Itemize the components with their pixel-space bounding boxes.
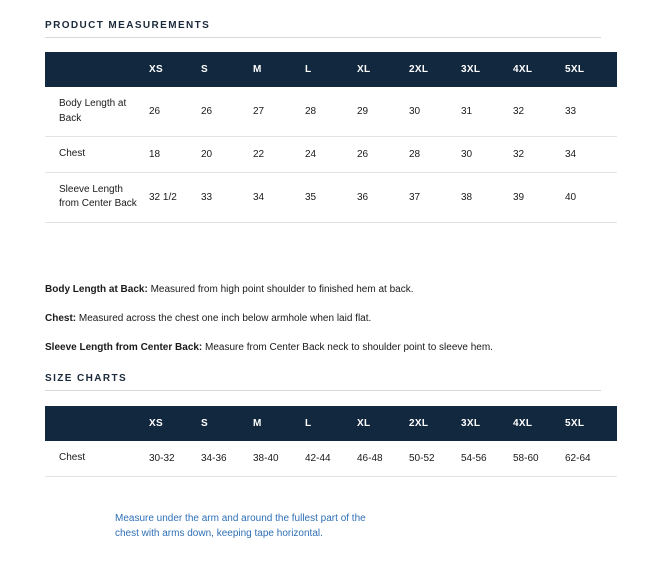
cell-sleeve-xs: 32 1/2 [149, 172, 201, 222]
cell-body-length-m: 27 [253, 87, 305, 137]
row-label-body-length: Body Length at Back [45, 87, 149, 137]
cell-sleeve-s: 33 [201, 172, 253, 222]
cell-sleeve-5xl: 40 [565, 172, 617, 222]
row-label-sleeve-length: Sleeve Length from Center Back [45, 172, 149, 222]
measuring-tip: Measure under the arm and around the fullest part of the chest with arms down, keeping tape horizontal. [115, 513, 366, 539]
sc-cell-chest-3xl: 54-56 [461, 441, 513, 476]
note-text-chest: Measured across the chest one inch below armhole when laid flat. [76, 313, 372, 324]
sc-column-header-4xl: 4XL [513, 406, 565, 441]
size-charts-table-body [45, 441, 617, 476]
table-row [45, 137, 617, 173]
product-measurements-title: PRODUCT MEASUREMENTS [45, 20, 601, 38]
cell-chest-l: 24 [305, 137, 357, 173]
sc-cell-chest-xl: 46-48 [357, 441, 409, 476]
column-header-rowlabel [45, 52, 149, 87]
size-charts-section [45, 373, 601, 391]
table-row [45, 441, 617, 476]
table-header-row [45, 52, 617, 87]
note-term-sleeve-length: Sleeve Length from Center Back: [45, 342, 203, 353]
table-body [45, 87, 617, 222]
column-header-5xl: 5XL [565, 52, 617, 87]
column-header-xl: XL [357, 52, 409, 87]
sc-cell-chest-l: 42-44 [305, 441, 357, 476]
sc-row-label-chest: Chest [45, 441, 149, 476]
sc-cell-chest-s: 34-36 [201, 441, 253, 476]
column-header-3xl: 3XL [461, 52, 513, 87]
cell-chest-s: 20 [201, 137, 253, 173]
sc-column-header-2xl: 2XL [409, 406, 461, 441]
column-header-l: L [305, 52, 357, 87]
cell-sleeve-3xl: 38 [461, 172, 513, 222]
product-measurements-table [45, 52, 617, 223]
note-sleeve-length [45, 340, 601, 355]
size-charts-table-wrap [45, 406, 601, 477]
sc-cell-chest-5xl: 62-64 [565, 441, 617, 476]
sc-column-header-rowlabel [45, 406, 149, 441]
note-term-body-length: Body Length at Back: [45, 284, 148, 295]
sc-column-header-l: L [305, 406, 357, 441]
note-body-length [45, 282, 601, 297]
table-header-row [45, 406, 617, 441]
cell-sleeve-2xl: 37 [409, 172, 461, 222]
table-header [45, 52, 617, 87]
sc-cell-chest-xs: 30-32 [149, 441, 201, 476]
cell-body-length-4xl: 32 [513, 87, 565, 137]
sc-column-header-m: M [253, 406, 305, 441]
column-header-4xl: 4XL [513, 52, 565, 87]
table-row [45, 172, 617, 222]
row-label-chest: Chest [45, 137, 149, 173]
cell-chest-3xl: 30 [461, 137, 513, 173]
cell-body-length-5xl: 33 [565, 87, 617, 137]
cell-chest-5xl: 34 [565, 137, 617, 173]
cell-chest-xl: 26 [357, 137, 409, 173]
cell-sleeve-4xl: 39 [513, 172, 565, 222]
sc-cell-chest-m: 38-40 [253, 441, 305, 476]
cell-chest-4xl: 32 [513, 137, 565, 173]
column-header-xs: XS [149, 52, 201, 87]
cell-sleeve-m: 34 [253, 172, 305, 222]
sc-column-header-3xl: 3XL [461, 406, 513, 441]
cell-chest-m: 22 [253, 137, 305, 173]
column-header-2xl: 2XL [409, 52, 461, 87]
note-text-sleeve-length: Measure from Center Back neck to shoulder point to sleeve hem. [202, 342, 493, 353]
sc-column-header-5xl: 5XL [565, 406, 617, 441]
note-text-body-length: Measured from high point shoulder to finished hem at back. [147, 284, 414, 295]
column-header-s: S [201, 52, 253, 87]
cell-sleeve-l: 35 [305, 172, 357, 222]
measurement-notes [45, 282, 601, 369]
sc-cell-chest-2xl: 50-52 [409, 441, 461, 476]
cell-body-length-xs: 26 [149, 87, 201, 137]
size-charts-table [45, 406, 617, 477]
note-term-chest: Chest: [45, 313, 77, 324]
product-measurements-table-wrap [45, 52, 601, 223]
note-chest [45, 311, 601, 326]
size-charts-title: SIZE CHARTS [45, 373, 601, 391]
cell-body-length-xl: 29 [357, 87, 409, 137]
cell-body-length-s: 26 [201, 87, 253, 137]
sc-column-header-s: S [201, 406, 253, 441]
cell-body-length-3xl: 31 [461, 87, 513, 137]
sc-cell-chest-4xl: 58-60 [513, 441, 565, 476]
sc-column-header-xl: XL [357, 406, 409, 441]
cell-chest-2xl: 28 [409, 137, 461, 173]
product-measurements-section [45, 20, 601, 38]
cell-body-length-2xl: 30 [409, 87, 461, 137]
table-row [45, 87, 617, 137]
column-header-m: M [253, 52, 305, 87]
cell-chest-xs: 18 [149, 137, 201, 173]
sc-column-header-xs: XS [149, 406, 201, 441]
cell-sleeve-xl: 36 [357, 172, 409, 222]
cell-body-length-l: 28 [305, 87, 357, 137]
size-charts-table-header [45, 406, 617, 441]
